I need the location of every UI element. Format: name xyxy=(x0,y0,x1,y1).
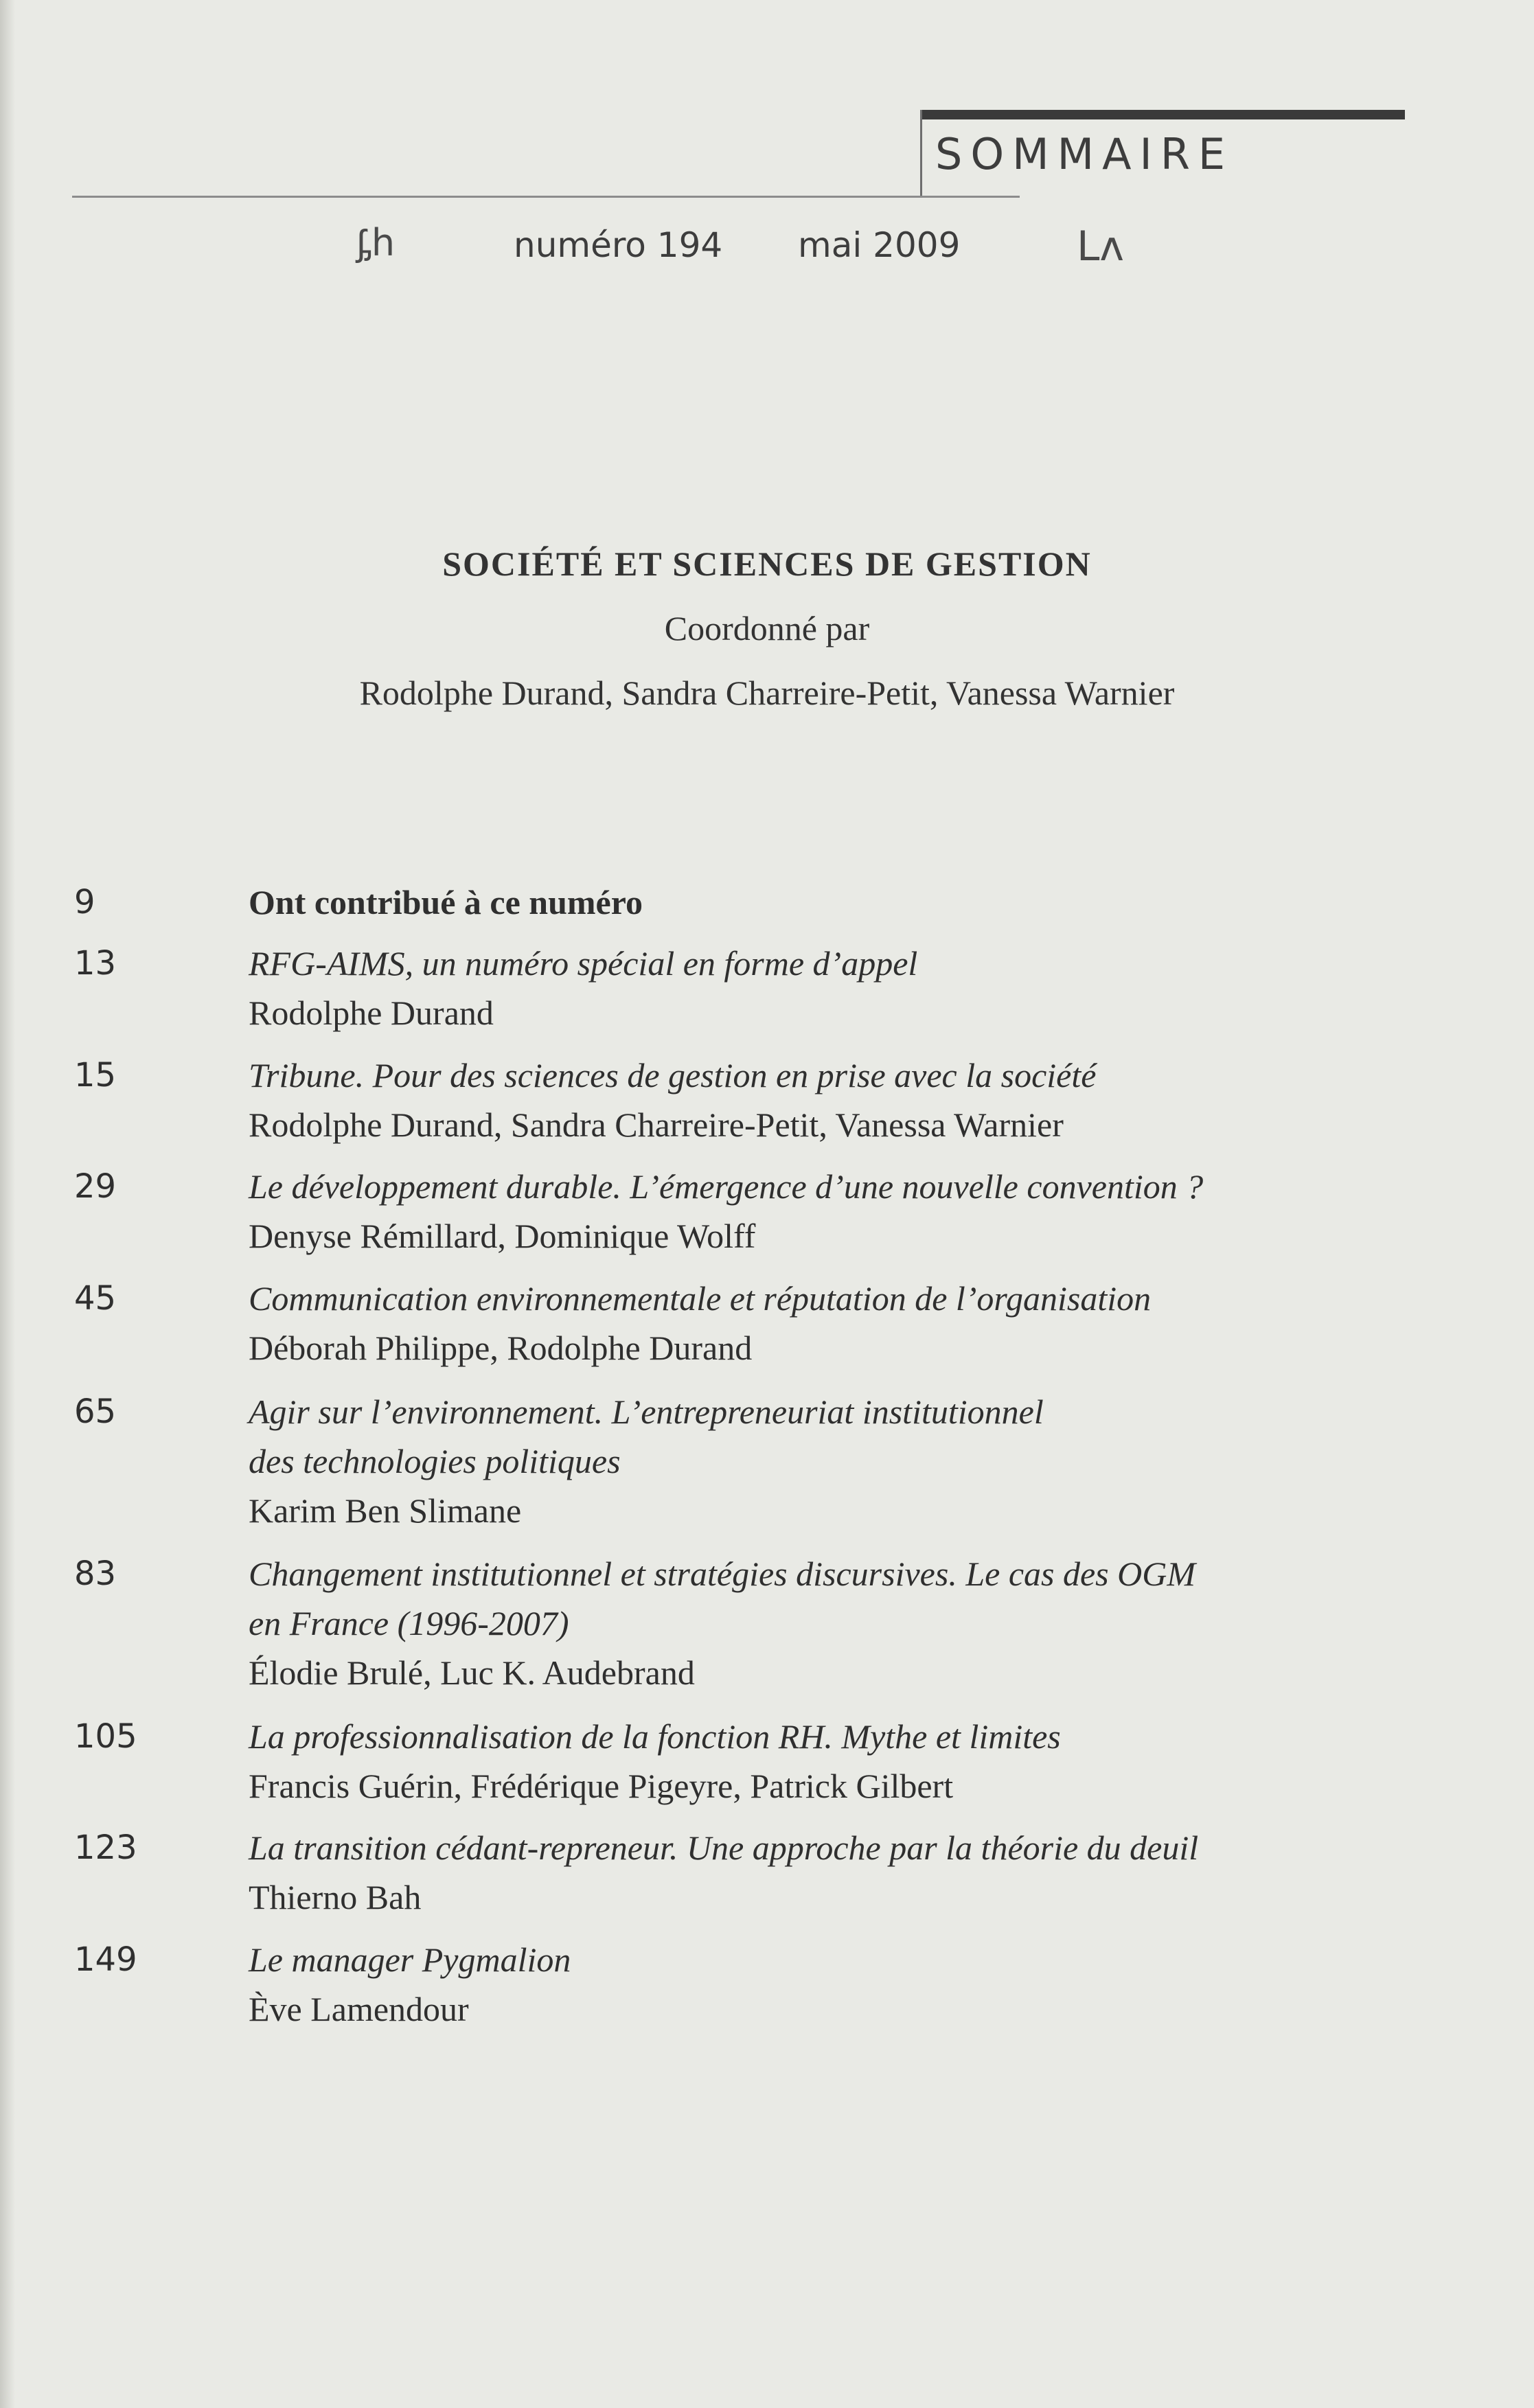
toc-entry-body xyxy=(249,1935,1402,2034)
toc-entry-authors: Déborah Philippe, Rodolphe Durand xyxy=(249,1329,753,1367)
toc-entry-title: Ont contribué à ce numéro xyxy=(249,883,643,921)
toc-entry-authors: Francis Guérin, Frédérique Pigeyre, Patrick Gilbert xyxy=(249,1767,954,1805)
toc-entry-authors: Élodie Brulé, Luc K. Audebrand xyxy=(249,1653,695,1692)
toc-entry-title: RFG-AIMS, un numéro spécial en forme d’appel xyxy=(249,944,918,983)
coordinators: Rodolphe Durand, Sandra Charreire-Petit, Vanessa Warnier xyxy=(359,674,1175,712)
toc-entry-body xyxy=(249,1051,1402,1149)
toc-page-number: 15 xyxy=(74,1056,117,1094)
toc-entry-title: Changement institutionnel et stratégies discursives. Le cas des OGM en France (1996-2007) xyxy=(249,1555,1196,1642)
toc-entry-authors: Thierno Bah xyxy=(249,1878,422,1916)
handwritten-mark-right: Lʌ xyxy=(1077,222,1124,271)
toc-entry-body xyxy=(249,1162,1402,1261)
toc-entry-title: Communication environnementale et réputation de l’organisation xyxy=(249,1279,1152,1318)
toc-entry-title: Le développement durable. L’émergence d’une nouvelle convention ? xyxy=(249,1167,1204,1206)
toc-entry-body xyxy=(249,878,1402,927)
toc-page-number: 123 xyxy=(74,1828,137,1867)
toc-entry-title: Tribune. Pour des sciences de gestion en prise avec la société xyxy=(249,1056,1097,1094)
toc-entry-authors: Denyse Rémillard, Dominique Wolff xyxy=(249,1217,756,1255)
handwritten-mark-left: ᶋh xyxy=(357,221,396,264)
issue-number: numéro 194 xyxy=(514,225,723,265)
coordinated-by-label: Coordonné par xyxy=(664,609,870,647)
toc-entry-body xyxy=(249,1274,1402,1373)
section-title: SOCIÉTÉ ET SCIENCES DE GESTION xyxy=(442,544,1092,583)
toc-entry-body xyxy=(249,1712,1402,1811)
toc-entry-title: Agir sur l’environnement. L’entrepreneuriat institutionnel des technologies politiques xyxy=(249,1392,1044,1480)
toc-entry-title: Le manager Pygmalion xyxy=(249,1940,571,1979)
toc-entry-body xyxy=(249,1387,1402,1535)
toc-entry-authors: Ève Lamendour xyxy=(249,1990,469,2028)
toc-page-number: 65 xyxy=(74,1392,117,1431)
toc-page-number: 149 xyxy=(74,1940,137,1979)
toc-entry-body xyxy=(249,1823,1402,1922)
toc-entry-body xyxy=(249,939,1402,1037)
toc-page-number: 13 xyxy=(74,944,117,983)
toc-entry-title: La transition cédant-repreneur. Une approche par la théorie du deuil xyxy=(249,1828,1199,1867)
sommaire-heading: SOMMAIRE xyxy=(935,129,1234,179)
toc-page-number: 9 xyxy=(74,883,95,921)
toc-page-number: 105 xyxy=(74,1717,137,1756)
toc-page-number: 45 xyxy=(74,1279,117,1318)
toc-entry-authors: Rodolphe Durand, Sandra Charreire-Petit, Vanessa Warnier xyxy=(249,1105,1064,1144)
toc-page-number: 29 xyxy=(74,1167,117,1206)
toc-entry-body xyxy=(249,1549,1402,1697)
toc-page-number: 83 xyxy=(74,1555,117,1593)
toc-entry-title: La professionnalisation de la fonction RH. Mythe et limites xyxy=(249,1717,1061,1756)
toc-entry-authors: Karim Ben Slimane xyxy=(249,1491,522,1530)
toc-entry-authors: Rodolphe Durand xyxy=(249,994,494,1032)
issue-date: mai 2009 xyxy=(798,225,961,265)
